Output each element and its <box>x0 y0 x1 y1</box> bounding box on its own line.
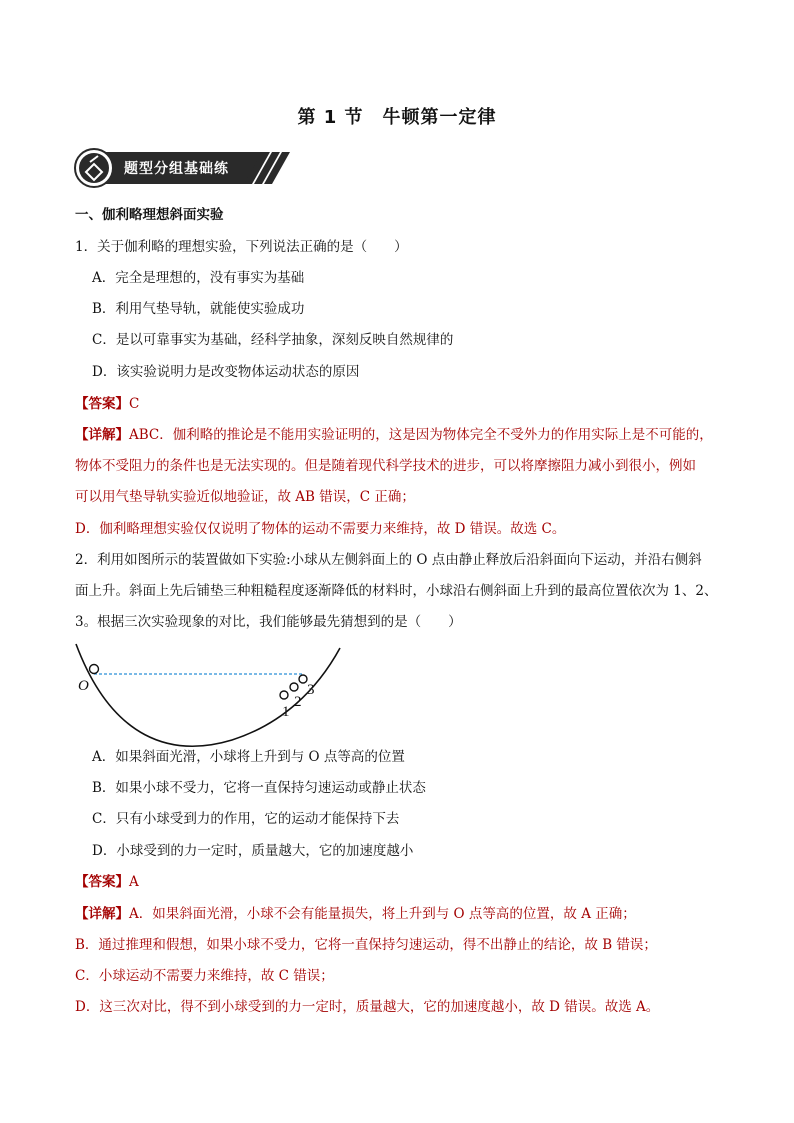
detail-tag: 【详解】 <box>75 427 129 443</box>
q1-detail-line: 物体不受阻力的条件也是无法实现的。但是随着现代科学技术的进步，可以将摩擦阻力减小到很小，例如 <box>75 458 696 474</box>
q2-option-b: B．如果小球不受力，它将一直保持匀速运动或静止状态 <box>92 780 426 796</box>
detail-text: A．如果斜面光滑，小球不会有能量损失，将上升到与 O 点等高的位置，故 A 正确； <box>129 906 636 922</box>
answer-tag: 【答案】 <box>75 396 129 412</box>
question-1-stem: 1．关于伽利略的理想实验，下列说法正确的是（ ） <box>75 239 408 255</box>
q1-option-d: D．该实验说明力是改变物体运动状态的原因 <box>92 364 360 380</box>
q2-detail-line: C．小球运动不需要力来维持，故 C 错误； <box>75 968 334 984</box>
label-1: 1 <box>282 704 290 720</box>
label-3: 3 <box>307 682 315 698</box>
q2-answer <box>75 872 139 892</box>
label-o: O <box>78 678 89 694</box>
q2-detail-line: B．通过推理和假想，如果小球不受力，它将一直保持匀速运动，得不出静止的结论，故 B 错误； <box>75 937 657 953</box>
q2-option-d: D．小球受到的力一定时，质量越大，它的加速度越小 <box>92 843 414 859</box>
question-2-stem: 面上升。斜面上先后铺垫三种粗糙程度逐渐降低的材料时，小球沿右侧斜面上升到的最高位置依次为 1、2、 <box>75 583 718 599</box>
q1-detail-line: D．伽利略理想实验仅仅说明了物体的运动不需要力来维持，故 D 错误。故选 C。 <box>75 521 566 537</box>
q2-option-c: C．只有小球受到力的作用，它的运动才能保持下去 <box>92 811 400 827</box>
question-2-stem: 2．利用如图所示的装置做如下实验:小球从左侧斜面上的 O 点由静止释放后沿斜面向下运动，并沿右侧斜 <box>75 552 702 568</box>
q1-detail-line <box>75 425 713 445</box>
label-2: 2 <box>294 694 302 710</box>
detail-text: ABC．伽利略的推论是不能用实验证明的，这是因为物体完全不受外力的作用实际上是不可能的， <box>129 427 713 443</box>
q2-detail-line: D．这三次对比，得不到小球受到的力一定时，质量越大，它的加速度越小，故 D 错误。故选 A。 <box>75 999 660 1015</box>
answer-tag: 【答案】 <box>75 874 129 890</box>
question-2-stem: 3。根据三次实验现象的对比，我们能够最先猜想到的是（ ） <box>75 614 462 630</box>
section-heading: 一、伽利略理想斜面实验 <box>75 207 224 223</box>
ball-start <box>90 665 99 674</box>
answer-value: C <box>129 396 140 412</box>
q2-detail-line <box>75 904 636 924</box>
ball-position-2 <box>290 683 298 691</box>
incline-diagram <box>72 640 352 750</box>
q1-option-b: B．利用气垫导轨，就能使实验成功 <box>92 301 305 317</box>
q1-option-c: C．是以可靠事实为基础，经科学抽象，深刻反映自然规律的 <box>92 332 454 348</box>
q1-option-a: A．完全是理想的，没有事实为基础 <box>92 270 305 286</box>
answer-value: A <box>129 874 139 890</box>
detail-tag: 【详解】 <box>75 906 129 922</box>
ball-position-1 <box>280 691 288 699</box>
q1-detail-line: 可以用气垫导轨实验近似地验证，故 AB 错误，C 正确； <box>75 489 415 505</box>
page-title: 第 1 节 牛顿第一定律 <box>297 107 497 128</box>
banner-label: 题型分组基础练 <box>124 161 229 177</box>
q1-answer <box>75 394 139 414</box>
ball-position-3 <box>299 675 307 683</box>
q2-option-a: A．如果斜面光滑，小球将上升到与 O 点等高的位置 <box>92 749 405 765</box>
